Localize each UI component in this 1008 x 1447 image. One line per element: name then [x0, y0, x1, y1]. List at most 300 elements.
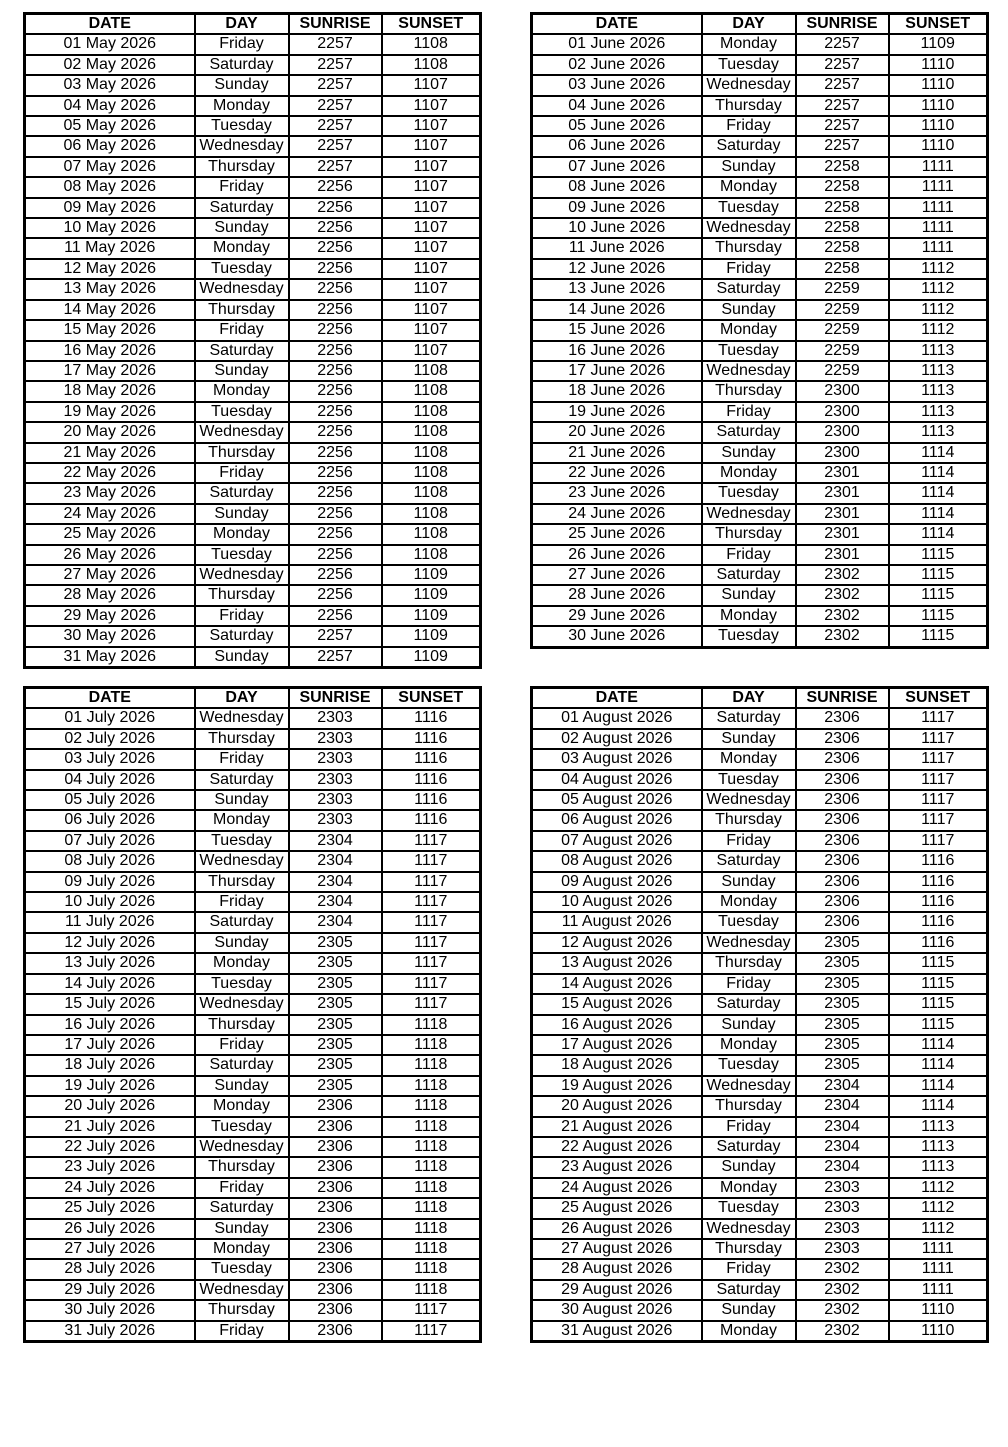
sunset-cell: 1114: [889, 443, 988, 463]
day-cell: Tuesday: [195, 116, 289, 136]
sunrise-cell: 2306: [796, 892, 889, 912]
header-row: [25, 14, 481, 35]
day-cell: Sunday: [702, 300, 796, 320]
sunrise-cell: 2306: [289, 1259, 382, 1279]
date-cell: 31 July 2026: [25, 1321, 195, 1342]
day-cell: Friday: [195, 463, 289, 483]
sunset-cell: 1117: [889, 708, 988, 728]
day-cell: Wednesday: [195, 279, 289, 299]
table-row: [25, 1178, 481, 1198]
sunset-cell: 1113: [889, 341, 988, 361]
table-row: [532, 75, 988, 95]
sunrise-cell: 2306: [796, 872, 889, 892]
day-cell: Thursday: [702, 381, 796, 401]
sunrise-cell: 2257: [796, 75, 889, 95]
sunset-cell: 1108: [382, 443, 481, 463]
sunset-cell: 1118: [382, 1198, 481, 1218]
day-cell: Wednesday: [195, 994, 289, 1014]
table-row: [25, 422, 481, 442]
sunset-cell: 1112: [889, 1198, 988, 1218]
sunrise-cell: 2257: [796, 55, 889, 75]
date-cell: 02 July 2026: [25, 729, 195, 749]
day-cell: Sunday: [702, 729, 796, 749]
sunset-cell: 1109: [382, 647, 481, 668]
date-cell: 25 June 2026: [532, 524, 702, 544]
sunrise-cell: 2259: [796, 300, 889, 320]
day-cell: Sunday: [195, 504, 289, 524]
day-cell: Thursday: [702, 238, 796, 258]
sunrise-sunset-table-may-2026: [23, 12, 482, 669]
sunrise-cell: 2256: [289, 606, 382, 626]
sunrise-cell: 2256: [289, 218, 382, 238]
sunrise-cell: 2256: [289, 300, 382, 320]
table-row: [532, 116, 988, 136]
sunset-cell: 1115: [889, 974, 988, 994]
sunrise-cell: 2304: [796, 1137, 889, 1157]
table-row: [25, 402, 481, 422]
day-cell: Monday: [702, 606, 796, 626]
sunset-cell: 1116: [889, 912, 988, 932]
date-cell: 12 June 2026: [532, 259, 702, 279]
table-row: [532, 606, 988, 626]
sunset-cell: 1116: [382, 708, 481, 728]
date-cell: 04 May 2026: [25, 96, 195, 116]
date-cell: 26 June 2026: [532, 545, 702, 565]
sunrise-cell: 2306: [289, 1096, 382, 1116]
table-row: [532, 1055, 988, 1075]
date-cell: 28 June 2026: [532, 585, 702, 605]
day-cell: Sunday: [702, 585, 796, 605]
sunrise-cell: 2304: [289, 831, 382, 851]
sunset-cell: 1116: [889, 892, 988, 912]
day-cell: Thursday: [195, 1015, 289, 1035]
date-cell: 20 August 2026: [532, 1096, 702, 1116]
day-cell: Tuesday: [195, 974, 289, 994]
date-cell: 15 June 2026: [532, 320, 702, 340]
sunset-cell: 1115: [889, 565, 988, 585]
sunset-cell: 1117: [382, 912, 481, 932]
day-cell: Monday: [195, 524, 289, 544]
sunset-cell: 1117: [382, 953, 481, 973]
table-row: [25, 218, 481, 238]
sunrise-cell: 2304: [289, 912, 382, 932]
sunrise-cell: 2305: [289, 953, 382, 973]
date-cell: 11 July 2026: [25, 912, 195, 932]
column-header-sunset: SUNSET: [382, 688, 481, 709]
date-cell: 18 June 2026: [532, 381, 702, 401]
sunrise-cell: 2303: [796, 1178, 889, 1198]
table-row: [532, 1096, 988, 1116]
date-cell: 25 May 2026: [25, 524, 195, 544]
table-row: [532, 1321, 988, 1342]
table-row: [532, 402, 988, 422]
sunset-cell: 1118: [382, 1219, 481, 1239]
table-row: [25, 1219, 481, 1239]
sunset-cell: 1111: [889, 157, 988, 177]
sunset-cell: 1107: [382, 341, 481, 361]
table-row: [532, 1015, 988, 1035]
day-cell: Tuesday: [702, 483, 796, 503]
sunrise-cell: 2305: [796, 1055, 889, 1075]
date-cell: 26 May 2026: [25, 545, 195, 565]
sunrise-cell: 2258: [796, 177, 889, 197]
table-row: [532, 463, 988, 483]
date-cell: 31 May 2026: [25, 647, 195, 668]
table-row: [532, 1300, 988, 1320]
date-cell: 21 August 2026: [532, 1117, 702, 1137]
table-row: [25, 198, 481, 218]
sunrise-cell: 2304: [796, 1096, 889, 1116]
day-cell: Friday: [195, 892, 289, 912]
table-row: [25, 157, 481, 177]
date-cell: 31 August 2026: [532, 1321, 702, 1342]
sunrise-cell: 2256: [289, 585, 382, 605]
sunset-cell: 1116: [382, 810, 481, 830]
sunset-cell: 1112: [889, 300, 988, 320]
date-cell: 23 May 2026: [25, 483, 195, 503]
sunrise-cell: 2301: [796, 545, 889, 565]
column-header-sunset: SUNSET: [889, 688, 988, 709]
table-row: [532, 136, 988, 156]
date-cell: 05 August 2026: [532, 790, 702, 810]
date-cell: 22 August 2026: [532, 1137, 702, 1157]
day-cell: Sunday: [195, 933, 289, 953]
sunrise-cell: 2301: [796, 483, 889, 503]
column-header-day: DAY: [195, 688, 289, 709]
header-row: [532, 14, 988, 35]
sunset-cell: 1113: [889, 361, 988, 381]
table-row: [532, 1076, 988, 1096]
table-row: [532, 585, 988, 605]
date-cell: 24 June 2026: [532, 504, 702, 524]
day-cell: Wednesday: [195, 1137, 289, 1157]
sunrise-cell: 2305: [796, 974, 889, 994]
table-row: [532, 912, 988, 932]
day-cell: Thursday: [702, 953, 796, 973]
sunrise-cell: 2256: [289, 402, 382, 422]
table-row: [25, 1137, 481, 1157]
day-cell: Saturday: [195, 55, 289, 75]
day-cell: Thursday: [195, 443, 289, 463]
date-cell: 11 August 2026: [532, 912, 702, 932]
table-row: [25, 1117, 481, 1137]
table-row: [25, 1055, 481, 1075]
date-cell: 24 August 2026: [532, 1178, 702, 1198]
date-cell: 21 July 2026: [25, 1117, 195, 1137]
table-row: [25, 851, 481, 871]
day-cell: Saturday: [195, 912, 289, 932]
date-cell: 09 August 2026: [532, 872, 702, 892]
date-cell: 09 July 2026: [25, 872, 195, 892]
table-row: [532, 1239, 988, 1259]
sunrise-cell: 2305: [289, 1055, 382, 1075]
sunrise-cell: 2256: [289, 361, 382, 381]
date-cell: 12 July 2026: [25, 933, 195, 953]
date-cell: 08 August 2026: [532, 851, 702, 871]
date-cell: 23 August 2026: [532, 1157, 702, 1177]
day-cell: Wednesday: [702, 361, 796, 381]
sunset-cell: 1108: [382, 524, 481, 544]
sunrise-cell: 2303: [289, 729, 382, 749]
date-cell: 13 July 2026: [25, 953, 195, 973]
day-cell: Monday: [195, 953, 289, 973]
day-cell: Friday: [702, 402, 796, 422]
day-cell: Wednesday: [195, 851, 289, 871]
sunrise-cell: 2259: [796, 320, 889, 340]
sunset-cell: 1107: [382, 259, 481, 279]
sunset-cell: 1107: [382, 136, 481, 156]
sunset-cell: 1108: [382, 545, 481, 565]
sunset-cell: 1107: [382, 116, 481, 136]
day-cell: Tuesday: [195, 259, 289, 279]
sunset-cell: 1114: [889, 1096, 988, 1116]
day-cell: Tuesday: [702, 626, 796, 647]
sunset-cell: 1117: [382, 872, 481, 892]
day-cell: Thursday: [702, 1239, 796, 1259]
sunset-cell: 1109: [382, 626, 481, 646]
sunrise-cell: 2305: [289, 933, 382, 953]
table-row: [25, 381, 481, 401]
sunrise-cell: 2256: [289, 177, 382, 197]
date-cell: 20 June 2026: [532, 422, 702, 442]
sunrise-cell: 2303: [796, 1198, 889, 1218]
date-cell: 16 May 2026: [25, 341, 195, 361]
sunrise-cell: 2256: [289, 565, 382, 585]
sunset-cell: 1113: [889, 422, 988, 442]
table-row: [532, 483, 988, 503]
day-cell: Wednesday: [702, 933, 796, 953]
sunset-cell: 1114: [889, 504, 988, 524]
sunrise-cell: 2256: [289, 463, 382, 483]
date-cell: 23 July 2026: [25, 1157, 195, 1177]
table-row: [532, 953, 988, 973]
sunrise-cell: 2257: [289, 96, 382, 116]
sunset-cell: 1117: [382, 831, 481, 851]
date-cell: 18 August 2026: [532, 1055, 702, 1075]
table-row: [25, 1239, 481, 1259]
sunrise-cell: 2306: [796, 790, 889, 810]
sunrise-cell: 2304: [289, 872, 382, 892]
date-cell: 27 August 2026: [532, 1239, 702, 1259]
sunrise-cell: 2306: [289, 1219, 382, 1239]
table-row: [532, 708, 988, 728]
sunset-cell: 1111: [889, 198, 988, 218]
day-cell: Saturday: [195, 626, 289, 646]
day-cell: Thursday: [195, 1157, 289, 1177]
sunrise-cell: 2306: [289, 1198, 382, 1218]
day-cell: Wednesday: [702, 504, 796, 524]
day-cell: Tuesday: [195, 1259, 289, 1279]
sunrise-cell: 2306: [289, 1137, 382, 1157]
day-cell: Wednesday: [195, 422, 289, 442]
sunset-cell: 1109: [889, 34, 988, 54]
table-row: [532, 218, 988, 238]
day-cell: Wednesday: [702, 1219, 796, 1239]
day-cell: Wednesday: [702, 218, 796, 238]
day-cell: Sunday: [195, 75, 289, 95]
day-cell: Monday: [702, 320, 796, 340]
date-cell: 26 July 2026: [25, 1219, 195, 1239]
sunset-cell: 1107: [382, 75, 481, 95]
table-row: [25, 136, 481, 156]
sunrise-cell: 2302: [796, 565, 889, 585]
day-cell: Friday: [702, 259, 796, 279]
date-cell: 17 August 2026: [532, 1035, 702, 1055]
sunrise-cell: 2301: [796, 463, 889, 483]
date-cell: 14 July 2026: [25, 974, 195, 994]
sunrise-cell: 2256: [289, 198, 382, 218]
sunset-cell: 1117: [382, 892, 481, 912]
date-cell: 01 July 2026: [25, 708, 195, 728]
day-cell: Sunday: [702, 1157, 796, 1177]
sunset-cell: 1118: [382, 1035, 481, 1055]
sunset-cell: 1115: [889, 953, 988, 973]
column-header-sunrise: SUNRISE: [289, 14, 382, 35]
day-cell: Monday: [702, 892, 796, 912]
sunset-cell: 1110: [889, 75, 988, 95]
sunset-cell: 1108: [382, 381, 481, 401]
sunset-cell: 1117: [889, 810, 988, 830]
sunrise-cell: 2257: [289, 116, 382, 136]
date-cell: 04 June 2026: [532, 96, 702, 116]
sunrise-cell: 2304: [796, 1076, 889, 1096]
sunset-cell: 1111: [889, 1239, 988, 1259]
sunset-cell: 1109: [382, 585, 481, 605]
date-cell: 01 June 2026: [532, 34, 702, 54]
day-cell: Thursday: [195, 585, 289, 605]
date-cell: 10 July 2026: [25, 892, 195, 912]
date-cell: 27 July 2026: [25, 1239, 195, 1259]
sunrise-cell: 2257: [289, 157, 382, 177]
table-row: [25, 626, 481, 646]
sunset-cell: 1115: [889, 585, 988, 605]
sunset-cell: 1118: [382, 1117, 481, 1137]
sunrise-cell: 2302: [796, 585, 889, 605]
day-cell: Wednesday: [702, 75, 796, 95]
day-cell: Friday: [702, 116, 796, 136]
date-cell: 05 May 2026: [25, 116, 195, 136]
table-row: [25, 872, 481, 892]
date-cell: 24 July 2026: [25, 1178, 195, 1198]
column-header-sunset: SUNSET: [889, 14, 988, 35]
date-cell: 22 July 2026: [25, 1137, 195, 1157]
day-cell: Saturday: [195, 1198, 289, 1218]
sunrise-cell: 2304: [289, 851, 382, 871]
day-cell: Saturday: [702, 851, 796, 871]
sunset-cell: 1110: [889, 55, 988, 75]
day-cell: Tuesday: [702, 55, 796, 75]
date-cell: 12 August 2026: [532, 933, 702, 953]
sunset-cell: 1117: [382, 933, 481, 953]
sunrise-cell: 2259: [796, 361, 889, 381]
header-row: [25, 688, 481, 709]
sunrise-cell: 2306: [796, 749, 889, 769]
date-cell: 06 August 2026: [532, 810, 702, 830]
sunset-cell: 1118: [382, 1096, 481, 1116]
date-cell: 30 August 2026: [532, 1300, 702, 1320]
sunset-cell: 1115: [889, 1015, 988, 1035]
day-cell: Saturday: [702, 994, 796, 1014]
day-cell: Monday: [195, 1096, 289, 1116]
sunset-cell: 1110: [889, 136, 988, 156]
sunrise-cell: 2257: [289, 647, 382, 668]
table-row: [25, 810, 481, 830]
sunset-cell: 1112: [889, 1178, 988, 1198]
sunrise-cell: 2300: [796, 381, 889, 401]
date-cell: 17 June 2026: [532, 361, 702, 381]
table-row: [25, 1096, 481, 1116]
table-row: [532, 872, 988, 892]
table-row: [25, 708, 481, 728]
sunset-cell: 1116: [889, 851, 988, 871]
sunrise-cell: 2256: [289, 524, 382, 544]
day-cell: Tuesday: [702, 198, 796, 218]
sunset-cell: 1107: [382, 218, 481, 238]
date-cell: 10 May 2026: [25, 218, 195, 238]
day-cell: Saturday: [702, 279, 796, 299]
sunset-cell: 1116: [382, 749, 481, 769]
sunrise-cell: 2305: [796, 1015, 889, 1035]
date-cell: 20 July 2026: [25, 1096, 195, 1116]
day-cell: Wednesday: [702, 1076, 796, 1096]
date-cell: 10 August 2026: [532, 892, 702, 912]
sunrise-cell: 2303: [289, 810, 382, 830]
sunset-cell: 1113: [889, 1157, 988, 1177]
sunset-cell: 1109: [382, 565, 481, 585]
sunrise-cell: 2306: [796, 831, 889, 851]
sunset-cell: 1114: [889, 483, 988, 503]
date-cell: 13 August 2026: [532, 953, 702, 973]
sunrise-cell: 2302: [796, 1300, 889, 1320]
day-cell: Monday: [195, 1239, 289, 1259]
date-cell: 02 June 2026: [532, 55, 702, 75]
sunset-cell: 1108: [382, 361, 481, 381]
date-cell: 28 August 2026: [532, 1259, 702, 1279]
day-cell: Saturday: [702, 565, 796, 585]
sunset-cell: 1110: [889, 116, 988, 136]
table-row: [532, 1117, 988, 1137]
day-cell: Thursday: [195, 1300, 289, 1320]
column-header-date: DATE: [532, 688, 702, 709]
date-cell: 29 July 2026: [25, 1280, 195, 1300]
table-row: [25, 831, 481, 851]
date-cell: 09 May 2026: [25, 198, 195, 218]
sunrise-cell: 2306: [289, 1300, 382, 1320]
sunrise-cell: 2256: [289, 320, 382, 340]
sunrise-cell: 2258: [796, 198, 889, 218]
day-cell: Sunday: [195, 1076, 289, 1096]
date-cell: 21 May 2026: [25, 443, 195, 463]
sunrise-cell: 2259: [796, 341, 889, 361]
day-cell: Saturday: [702, 1137, 796, 1157]
sunset-cell: 1112: [889, 279, 988, 299]
date-cell: 13 May 2026: [25, 279, 195, 299]
sunrise-sunset-table-august-2026: [530, 686, 989, 1343]
day-cell: Friday: [195, 320, 289, 340]
table-row: [25, 300, 481, 320]
date-cell: 07 May 2026: [25, 157, 195, 177]
table-row: [25, 749, 481, 769]
sunrise-cell: 2305: [796, 1035, 889, 1055]
day-cell: Saturday: [195, 198, 289, 218]
date-cell: 23 June 2026: [532, 483, 702, 503]
sunset-cell: 1116: [889, 872, 988, 892]
date-cell: 19 August 2026: [532, 1076, 702, 1096]
sunrise-cell: 2258: [796, 157, 889, 177]
table-row: [25, 994, 481, 1014]
day-cell: Sunday: [195, 218, 289, 238]
date-cell: 05 June 2026: [532, 116, 702, 136]
